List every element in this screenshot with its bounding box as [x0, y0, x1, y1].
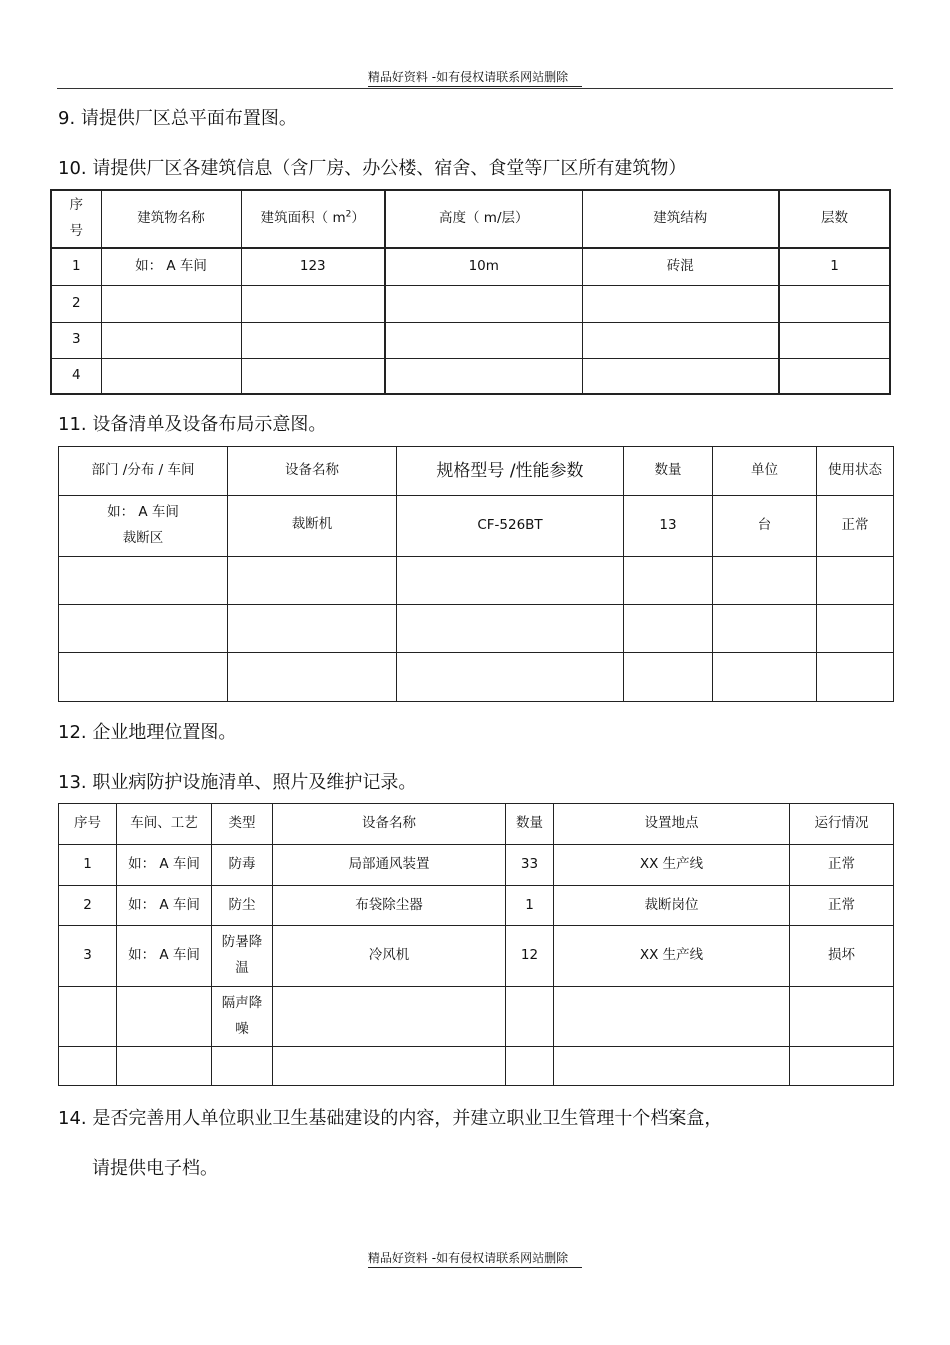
col-building-name: 建筑物名称 [101, 190, 241, 248]
item-12: 12. 企业地理位置图。 [58, 722, 237, 743]
equipment-table [58, 446, 894, 702]
type-text: 隔声降噪 [221, 994, 263, 1037]
header-text: 精品好资料 -如有侵权请联系网站删除 [368, 68, 582, 87]
cell: 1 [59, 845, 117, 886]
col-equipment-name: 设备名称 [273, 804, 506, 845]
cell [228, 653, 397, 702]
cell [506, 987, 554, 1047]
cell [779, 285, 890, 322]
cell [59, 605, 228, 653]
cell: 如： A 车间 [117, 886, 212, 926]
cell: 台 [713, 496, 817, 557]
cell [582, 322, 779, 358]
area-close: ） [351, 210, 365, 227]
cell: 1 [506, 886, 554, 926]
item-10: 10. 请提供厂区各建筑信息（含厂房、办公楼、宿舍、食堂等厂区所有建筑物） [58, 158, 687, 179]
cell [397, 605, 624, 653]
cell: 2 [51, 285, 101, 322]
cell [817, 557, 894, 605]
item-11: 11. 设备清单及设备布局示意图。 [58, 414, 327, 435]
cell: 33 [506, 845, 554, 886]
table-row [59, 653, 894, 702]
page-footer [0, 1249, 950, 1268]
cell [779, 322, 890, 358]
footer-text: 精品好资料 -如有侵权请联系网站删除 [368, 1249, 582, 1268]
cell [624, 557, 713, 605]
col-workshop: 车间、工艺 [117, 804, 212, 845]
cell [713, 653, 817, 702]
cell [397, 557, 624, 605]
cell: 正常 [790, 845, 894, 886]
table-row [59, 886, 894, 926]
col-quantity: 数量 [624, 447, 713, 496]
cell-line: 裁断区 [122, 530, 164, 546]
cell [582, 285, 779, 322]
cell [790, 987, 894, 1047]
cell [554, 1047, 790, 1086]
cell: 123 [241, 248, 385, 285]
cell: 局部通风装置 [273, 845, 506, 886]
protection-facility-table [58, 803, 894, 1086]
cell [385, 358, 582, 394]
cell [228, 605, 397, 653]
cell: 10m [385, 248, 582, 285]
cell [117, 987, 212, 1047]
type-text: 防暑降温 [221, 934, 263, 976]
cell [101, 358, 241, 394]
table-row [59, 987, 894, 1047]
cell [212, 1047, 273, 1086]
col-status: 使用状态 [817, 447, 894, 496]
cell [624, 605, 713, 653]
cell [241, 358, 385, 394]
table-row [59, 1047, 894, 1086]
col-type: 类型 [212, 804, 273, 845]
cell: 损坏 [790, 926, 894, 987]
cell [117, 1047, 212, 1086]
area-label: 建筑面积（ m [260, 210, 346, 227]
cell: 防尘 [212, 886, 273, 926]
table-row [59, 845, 894, 886]
col-spec: 规格型号 /性能参数 [397, 447, 624, 496]
cell: XX 生产线 [554, 926, 790, 987]
item-14-cont: 请提供电子档。 [92, 1158, 218, 1179]
cell [101, 285, 241, 322]
cell [554, 987, 790, 1047]
table-row [59, 926, 894, 987]
item-14: 14. 是否完善用人单位职业卫生基础建设的内容，并建立职业卫生管理十个档案盒， [58, 1108, 723, 1129]
cell [817, 653, 894, 702]
cell [506, 1047, 554, 1086]
cell [228, 557, 397, 605]
cell [397, 653, 624, 702]
table-row [59, 496, 894, 557]
header-rule [57, 88, 893, 89]
header-seq: 序号 [69, 197, 83, 239]
cell: 布袋除尘器 [273, 886, 506, 926]
cell: XX 生产线 [554, 845, 790, 886]
col-unit: 单位 [713, 447, 817, 496]
cell [624, 653, 713, 702]
cell [59, 496, 228, 557]
cell: 4 [51, 358, 101, 394]
cell: 砖混 [582, 248, 779, 285]
cell [59, 653, 228, 702]
cell [273, 1047, 506, 1086]
col-area [241, 190, 385, 248]
col-equipment-name: 设备名称 [228, 447, 397, 496]
col-department: 部门 /分布 / 车间 [59, 447, 228, 496]
cell [582, 358, 779, 394]
building-info-table [50, 189, 891, 395]
cell [59, 557, 228, 605]
page-header [0, 68, 950, 87]
col-seq [51, 190, 101, 248]
cell [713, 557, 817, 605]
col-quantity: 数量 [506, 804, 554, 845]
cell: 如： A 车间 [117, 926, 212, 987]
cell: 13 [624, 496, 713, 557]
cell: CF-526BT [397, 496, 624, 557]
cell: 裁断岗位 [554, 886, 790, 926]
table-row [59, 605, 894, 653]
cell: 12 [506, 926, 554, 987]
cell: 正常 [790, 886, 894, 926]
col-structure: 建筑结构 [582, 190, 779, 248]
cell: 3 [59, 926, 117, 987]
cell: 1 [779, 248, 890, 285]
cell [59, 1047, 117, 1086]
cell [241, 322, 385, 358]
cell [212, 926, 273, 987]
cell [790, 1047, 894, 1086]
cell [59, 987, 117, 1047]
area-sup: 2 [345, 209, 352, 220]
cell [241, 285, 385, 322]
cell: 冷风机 [273, 926, 506, 987]
table-row [51, 248, 890, 285]
cell [779, 358, 890, 394]
cell [385, 285, 582, 322]
item-9: 9. 请提供厂区总平面布置图。 [58, 108, 297, 129]
cell [817, 605, 894, 653]
item-13: 13. 职业病防护设施清单、照片及维护记录。 [58, 772, 417, 793]
table-row [51, 285, 890, 322]
cell: 3 [51, 322, 101, 358]
cell: 2 [59, 886, 117, 926]
cell: 如： A 车间 [117, 845, 212, 886]
cell [385, 322, 582, 358]
col-height: 高度（ m/层） [385, 190, 582, 248]
cell [212, 987, 273, 1047]
table-row [51, 358, 890, 394]
table-row [51, 322, 890, 358]
cell: 裁断机 [228, 496, 397, 557]
cell: 正常 [817, 496, 894, 557]
cell [273, 987, 506, 1047]
cell: 防毒 [212, 845, 273, 886]
cell: 如： A 车间 [101, 248, 241, 285]
col-location: 设置地点 [554, 804, 790, 845]
col-operation: 运行情况 [790, 804, 894, 845]
cell [101, 322, 241, 358]
cell [713, 605, 817, 653]
cell: 1 [51, 248, 101, 285]
col-seq: 序号 [59, 804, 117, 845]
cell-line: 如： A 车间 [107, 504, 179, 521]
table-row [59, 557, 894, 605]
col-floors: 层数 [779, 190, 890, 248]
